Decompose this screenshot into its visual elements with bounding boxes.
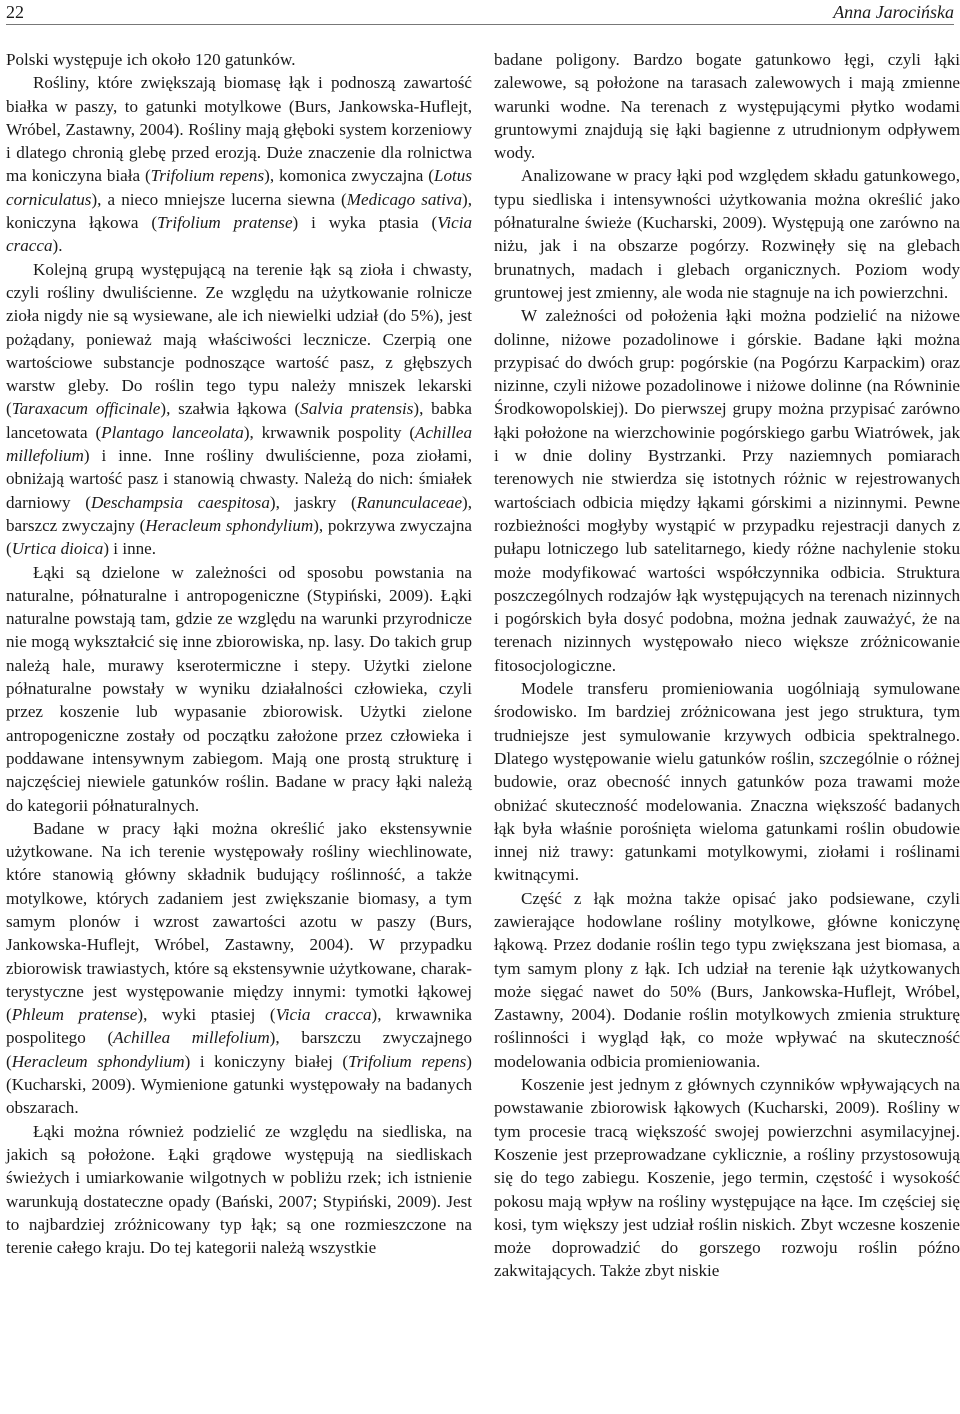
species-name: Medicago sativa [346, 189, 463, 209]
species-name: Deschampsia caespitosa [90, 492, 270, 512]
text-run: Łąki można również podzielić ze względu na siedliska, na jakich są położone. Łąki grądowe występują na siedliskach świeżych i umiarkowanie wilgotnych w pobliżu rzek; ich istnienie warunkują dostateczne opady (Bański, 2007; Stypiński, 2009). Jest to najbardziej zróżnicowany typ łąk; są one rozmieszczone na terenie całego kraju. Do tej kategorii należą wszystkie [6, 1121, 472, 1258]
text-run: ), krwawnika pospolitego ( [6, 1005, 472, 1048]
text-run: W zależności od położenia łąki można podzielić na niżowe dolinne, niżowe pozadolinowe i górskie. Badane łąki można przypisać do dwóch grup: pogórskie (na Pogórzu Karpackim) oraz nizinne, czyli niżowe pozadolinowe i niżowe dolinne (na Równinie Środkowopolskiej). Do pierwszej grupy można przypisać zarówno łąki położone na wierzchowinie pogórskiego garbu Wiatrówek, jak i w dnie doliny Bystrzanki. Przy naziemnych pomiarach terenowych nie stwierdza się istotnych różnic w rejestrowanych wartościach odbicia między łąkami górskimi a nizinnymi. Pewne rozbieżności mogłyby wystąpić w przypadku rejestracji danych z pułapu lotniczego lub satelitarnego, kiedy różne nachylenie stoku może modyfikować wartości współczynnika odbicia. Struktura poszczególnych rodzajów łąk występujących na terenach nizinnych i pogórskich była dosyć podobna, można jednak zauważyć, że na terenach nizinnych występowało nieco większe zróżnicowanie fitosocjologiczne. [494, 306, 960, 675]
species-name: Urtica dioica [11, 539, 104, 559]
species-name: Vicia cracca [6, 213, 472, 256]
paragraph [6, 258, 472, 561]
paragraph [494, 304, 960, 677]
species-name: Vicia cracca [275, 1005, 372, 1025]
species-name: Plantago lanceolata [101, 422, 244, 442]
page-number: 22 [6, 2, 24, 22]
species-name: Trifolium pratense [157, 213, 293, 233]
text-run: ), komonica zwyczajna ( [264, 166, 434, 186]
species-name: Salvia pratensis [300, 399, 414, 419]
text-run: ) i koniczyny białej ( [184, 1051, 349, 1071]
text-run: ) i inne. Inne rośliny dwuliścienne, poza ziołami, obniżają wartość pasz i stanowią chwasty. Należą do nich: śmiałek darniowy ( [6, 446, 472, 512]
text-run: ), jaskry ( [269, 492, 357, 512]
text-run: ), pokrzywa zwyczajna ( [6, 515, 472, 559]
species-name: Taraxacum officinale [11, 399, 161, 419]
text-run: ). [52, 236, 63, 256]
species-name: Trifolium repens [150, 166, 265, 186]
text-run: badane poligony. Bardzo bogate gatunkowo łęgi, czyli łąki zalewowe, są położone na tarasach zalewowych i mają zmienne warunki wodne. Na terenach z występującymi płytko wodami gruntowymi znajdują się łąki bagienne z utrudnionym odpływem wody. [494, 50, 960, 163]
species-name: Heracleum sphondylium [11, 1051, 185, 1071]
species-name: Achillea millefolium [113, 1028, 270, 1048]
text-run: Rośliny, które zwiększają biomasę łąk i podnoszą zawartość białka w paszy, to gatunki motylkowe (Burs, Jankowska-Huflejt, Wróbel, Zastawny, 2004). Rośliny mają głęboki system korzeniowy i dlatego chronią glebę przed erozją. Duże znaczenie dla rolnictwa ma koniczyna biała ( [6, 73, 472, 186]
text-run: ) (Kucharski, 2009). Wymienione gatunki występowały na badanych obszarach. [6, 1051, 472, 1118]
paragraph [6, 71, 472, 257]
text-run: ), barszcz zwyczajny ( [6, 492, 473, 535]
text-run: ), szałwia łąkowa ( [160, 399, 301, 419]
text-run: ), wyki ptasiej ( [137, 1005, 276, 1025]
paragraph [494, 48, 960, 164]
running-header [6, 0, 954, 25]
text-run: ), barszczu zwyczajnego ( [6, 1028, 473, 1071]
text-run: ), koniczyna łąkowa ( [6, 189, 472, 233]
species-name: Phleum pratense [11, 1005, 138, 1025]
species-name: Trifolium repens [348, 1051, 467, 1071]
left-text-column [6, 48, 472, 1259]
text-run: Koszenie jest jednym z głównych czynników wpływających na powstawanie zbiorowisk łąkowych (Kucharski, 2009). Rośliny w tym procesie tracą większość swojej powierzchni asymilacyjnej. Koszenie jest przeprowadzane cyklicznie, a rośliny przystosowują się do tego zabiegu. Koszenie, jego termin, częstość i wysokość pokosu mają wpływ na rośliny występujące na łące. Im częściej się kosi, tym większy jest udział roślin niskich. Zbyt wczesne koszenie może doprowadzić do gorszego rozwoju roślin późno zakwitających. Także zbyt niskie [494, 1075, 960, 1281]
paragraph [6, 1120, 472, 1260]
paragraph [6, 817, 472, 1120]
text-run: Polski występuje ich około 120 gatunków. [6, 50, 296, 69]
species-name: Achillea millefolium [6, 422, 472, 466]
right-text-column [494, 48, 960, 1283]
text-run: Badane w pracy łąki można określić jako ekstensywnie użytkowane. Na ich terenie występowały rośliny wiechlinowate, które stanowią główny składnik budujący roślinność, a także motylkowe, których zadaniem jest zwiększanie biomasy, a tym samym plonów i wzrost zawartości azotu w paszy (Burs, Jankowska-Huflejt, Wróbel, Zastawny, 2004). W przypadku zbiorowisk trawiastych, które są ekstensywnie użytkowane, charakterystyczne jest występowanie między innymi: tymotki łąkowej ( [6, 818, 472, 1025]
species-name: Ranunculaceae [356, 492, 463, 512]
text-run: ) i wyka ptasia ( [292, 213, 438, 233]
running-author: Anna Jarocińska [833, 2, 954, 22]
paragraph [494, 1073, 960, 1283]
paragraph [6, 48, 472, 71]
text-run: Część z łąk można także opisać jako podsiewane, czyli zawierające hodowlane rośliny motylkowe, główne koniczynę łąkową. Przez dodanie roślin tego typu zwiększana jest biomasa, a tym samym plony z łąk. Ich udział na terenie łąk użytkowanych może sięgać nawet do 50% (Burs, Jankowska-Huflejt, Wróbel, Zastawny, 2004). Dodanie roślin motylkowych zmienia strukturę roślinności i wygląd łąk, co może wpływać na skuteczność modelowania odbicia promieniowania. [494, 888, 960, 1071]
paragraph [494, 887, 960, 1073]
paragraph [494, 677, 960, 887]
paragraph [6, 561, 472, 817]
text-run: Kolejną grupą występującą na terenie łąk są zioła i chwasty, czyli rośliny dwuliścienne. Ze względu na użytkowanie rolnicze zioła nigdy nie są wysiewane, ale ich niewielki udział (do 5%), jest pożądany, ponieważ mają właściwości lecznicze. Czerpią one wartościowe substancje podnoszące wartość pasz, z głębszych warstw gleby. Do roślin tego typu należy mniszek lekarski ( [6, 259, 472, 419]
text-run: ) i inne. [103, 539, 157, 559]
text-run: Analizowane w pracy łąki pod względem składu gatunkowego, typu siedliska i intensywności użytkowania można określić jako półnaturalne świeże (Kucharski, 2009). Występują one zarówno na niżu, jak i na obszarze pogórzy. Rozwinęły się na glebach brunatnych, madach i glebach organicznych. Poziom wody gruntowej jest zmienny, ale woda nie stagnuje na ich powierzchni. [494, 166, 960, 302]
text-run: ), krwawnik pospolity ( [243, 422, 416, 442]
text-run: Łąki są dzielone w zależności od sposobu powstania na naturalne, półnaturalne i antropogeniczne (Stypiński, 2009). Łąki naturalne powstają tam, gdzie ze względu na warunki przyrodnicze nie mogą wykształcić się inne zbiorowiska, np. lasy. Do takich grup należą hale, murawy kserotermiczne i stepy. Użytki zielone półnaturalne powstały w wyniku działalności człowieka, czyli przez koszenie lub wypasanie zbiorowisk. Użytki zielone antropogeniczne zostały od początku założone przez człowieka i poddawane intensywnym zabiegom. Mają one prostą strukturę i najczęściej niewiele gatunków roślin. Badane w pracy łąki należą do kategorii półnaturalnych. [6, 562, 472, 815]
species-name: Heracleum sphondylium [145, 515, 314, 535]
paragraph [494, 164, 960, 304]
text-run: Modele transferu promieniowania uogólniają symulowane środowisko. Im bardziej zróżnicowana jest jego struktura, tym trudniejsze jest symulowanie krzywych odbicia spektralnego. Dlatego występowanie wielu gatunków roślin, szczególnie o różnej budowie, oraz obecność innych gatunków poza trawami może obniżać skuteczność modelowania. Znaczna większość badanych łąk była właśnie porośnięta wieloma gatunkami roślin obudowie innej niż trawy: gatunkami motylkowymi, ziołami i roślinami kwitnącymi. [494, 679, 960, 885]
text-run: ), babka lancetowata ( [6, 399, 472, 442]
species-name: Lotus corniculatus [6, 166, 472, 209]
text-run: ), a nieco mniejsze lucerna siewna ( [91, 189, 347, 209]
